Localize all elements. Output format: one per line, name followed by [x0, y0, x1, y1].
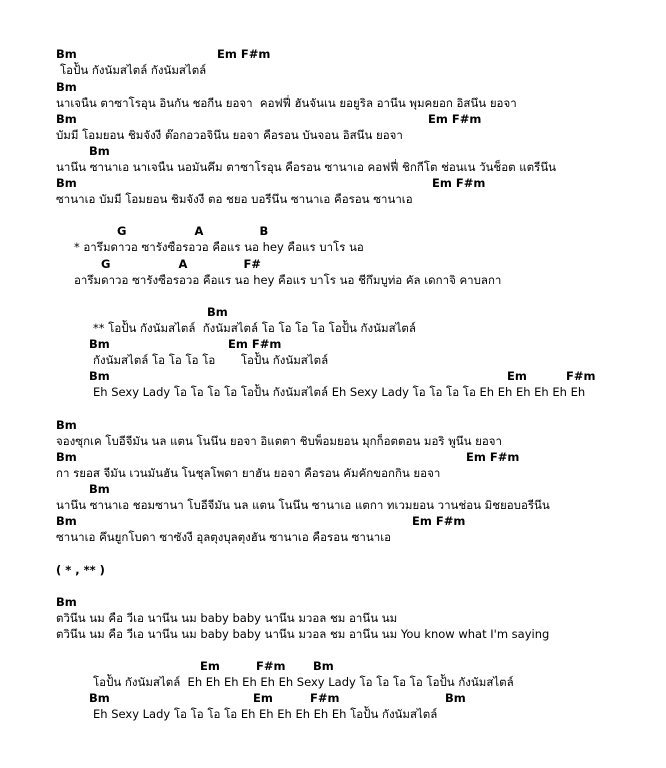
lyric-line: ตวินึน นม คือ วีเอ นานึน นม baby baby นานึน มวอล ชม อานึน นม: [56, 611, 398, 625]
chord-line: Em: [507, 369, 527, 383]
lyric-line: ซานาเอ บัมมี โอมยอน ชิมจังงี ตอ ชยอ บอรีนึน ซานาเอ คือรอน ซานาเอ: [56, 192, 413, 206]
chord-line: G A B: [117, 224, 269, 238]
lyric-line: * อารึมดาวอ ซารังซือรอวอ คือแร นอ hey คือแร บาโร นอ: [74, 240, 364, 254]
lyric-line: Eh Sexy Lady โอ โอ โอ โอ Eh Eh Eh Eh Eh Eh โอป้ัน กังนัมสไตล์: [93, 707, 438, 721]
lyric-line: อารึมดาวอ ซารังซือรอวอ คือแร นอ hey คือแร บาโร นอ ชีกึมบูท่อ คัล เดกาจิ คาบลกา: [74, 273, 502, 287]
lyric-line: ซานาเอ คึนยูกโบดา ซาซังงี อุลตุงบุลตุงฮัน ซานาเอ คือรอน ซานาเอ: [56, 530, 392, 544]
chord-line: F#m: [256, 659, 286, 673]
lyric-line: ตวินึน นม คือ วีเอ นานึน นม baby baby นานึน มวอล ชม อานึน นม You know what I'm saying: [56, 627, 550, 641]
chord-line: F#m: [310, 691, 340, 705]
chord-line: Bm: [56, 47, 77, 61]
chord-line: Em F#m: [412, 514, 466, 528]
chord-line: Bm: [56, 595, 77, 609]
lyric-line: ** โอป้ัน กังนัมสไตล์ กังนัมสไตล์ โอ โอ โอ โอ โอป้ัน กังนัมสไตล์: [93, 321, 416, 335]
lyric-line: กา รยอส จีมัน เวนมันฮัน โนชุลโพดา ยาฮัน ยอจา คือรอน คัมคักขอกกิน ยอจา: [56, 466, 441, 480]
chord-line: Bm: [313, 659, 334, 673]
chord-line: Em F#m: [217, 47, 271, 61]
lyric-line: โอป้ัน กังนัมสไตล์ กังนัมสไตล์: [60, 63, 207, 77]
chord-line: Bm: [56, 112, 77, 126]
repeat-marker: ( * , ** ): [56, 563, 105, 577]
chord-line: Em: [253, 691, 273, 705]
chord-line: Em F#m: [466, 450, 520, 464]
chord-line: Bm: [56, 450, 77, 464]
lyric-line: นานึน ซานาเอ นาเจนืน นอมันคึม ตาซาโรอุน คือรอน ซานาเอ คอฟฟี่ ชิกกีโต ช่อนเน วันช็อต แตรีนึน: [56, 160, 557, 174]
chord-line: Bm: [56, 514, 77, 528]
lyric-line: โอป้ัน กังนัมสไตล์ Eh Eh Eh Eh Eh Eh Sexy Lady โอ โอ โอ โอ โอป้ัน กังนัมสไตล์: [93, 675, 514, 689]
lyric-line: บัมมี โอมยอน ชิมจังงี ต๊อกอวอจินึน ยอจา คือรอน บันจอน อิสนึน ยอจา: [56, 128, 403, 142]
chord-line: F#m: [566, 369, 596, 383]
chord-line: Em F#m: [428, 112, 482, 126]
chord-line: Bm: [89, 691, 110, 705]
chord-line: Em F#m: [432, 176, 486, 190]
chord-line: Bm: [89, 369, 110, 383]
chord-line: Bm: [89, 337, 110, 351]
chord-line: Bm: [89, 482, 110, 496]
lyric-line: Eh Sexy Lady โอ โอ โอ โอ โอป้ัน กังนัมสไตล์ Eh Sexy Lady โอ โอ โอ โอ Eh Eh Eh Eh Eh Eh: [93, 385, 586, 399]
lyric-line: นานึน ซานาเอ ชอมซานา โบอีจีมัน นล แตน โนนึน ซานาเอ แตกา ทเวมยอน วานช่อน มิชยอบอรีนึน: [56, 498, 550, 512]
chord-line: Bm: [56, 418, 77, 432]
lyric-line: จองซุกเค โบอีจีมัน นล แตน โนนึน ยอจา อิแตตา ชิบพ็อมยอน มุกก็อตตอน มอริ พูนึน ยอจา: [56, 434, 502, 448]
chord-line: Bm: [89, 144, 110, 158]
chord-line: Em: [200, 659, 220, 673]
chord-line: Bm: [56, 176, 77, 190]
chord-line: Em F#m: [228, 337, 282, 351]
chord-line: G A F#: [101, 257, 261, 271]
lyric-line: นาเจนืน ตาซาโรอุน อินกัน ชอกีน ยอจา คอฟฟี่ ฮันจันเน ยอยูริล อานึน พุมคยอก อิสนึน ยอจา: [56, 96, 517, 110]
chord-line: Bm: [207, 305, 228, 319]
lyric-line: กังนัมสไตล์ โอ โอ โอ โอ โอป้ัน กังนัมสไตล์: [93, 353, 329, 367]
chord-line: Bm: [56, 80, 77, 94]
chord-line: Bm: [445, 691, 466, 705]
